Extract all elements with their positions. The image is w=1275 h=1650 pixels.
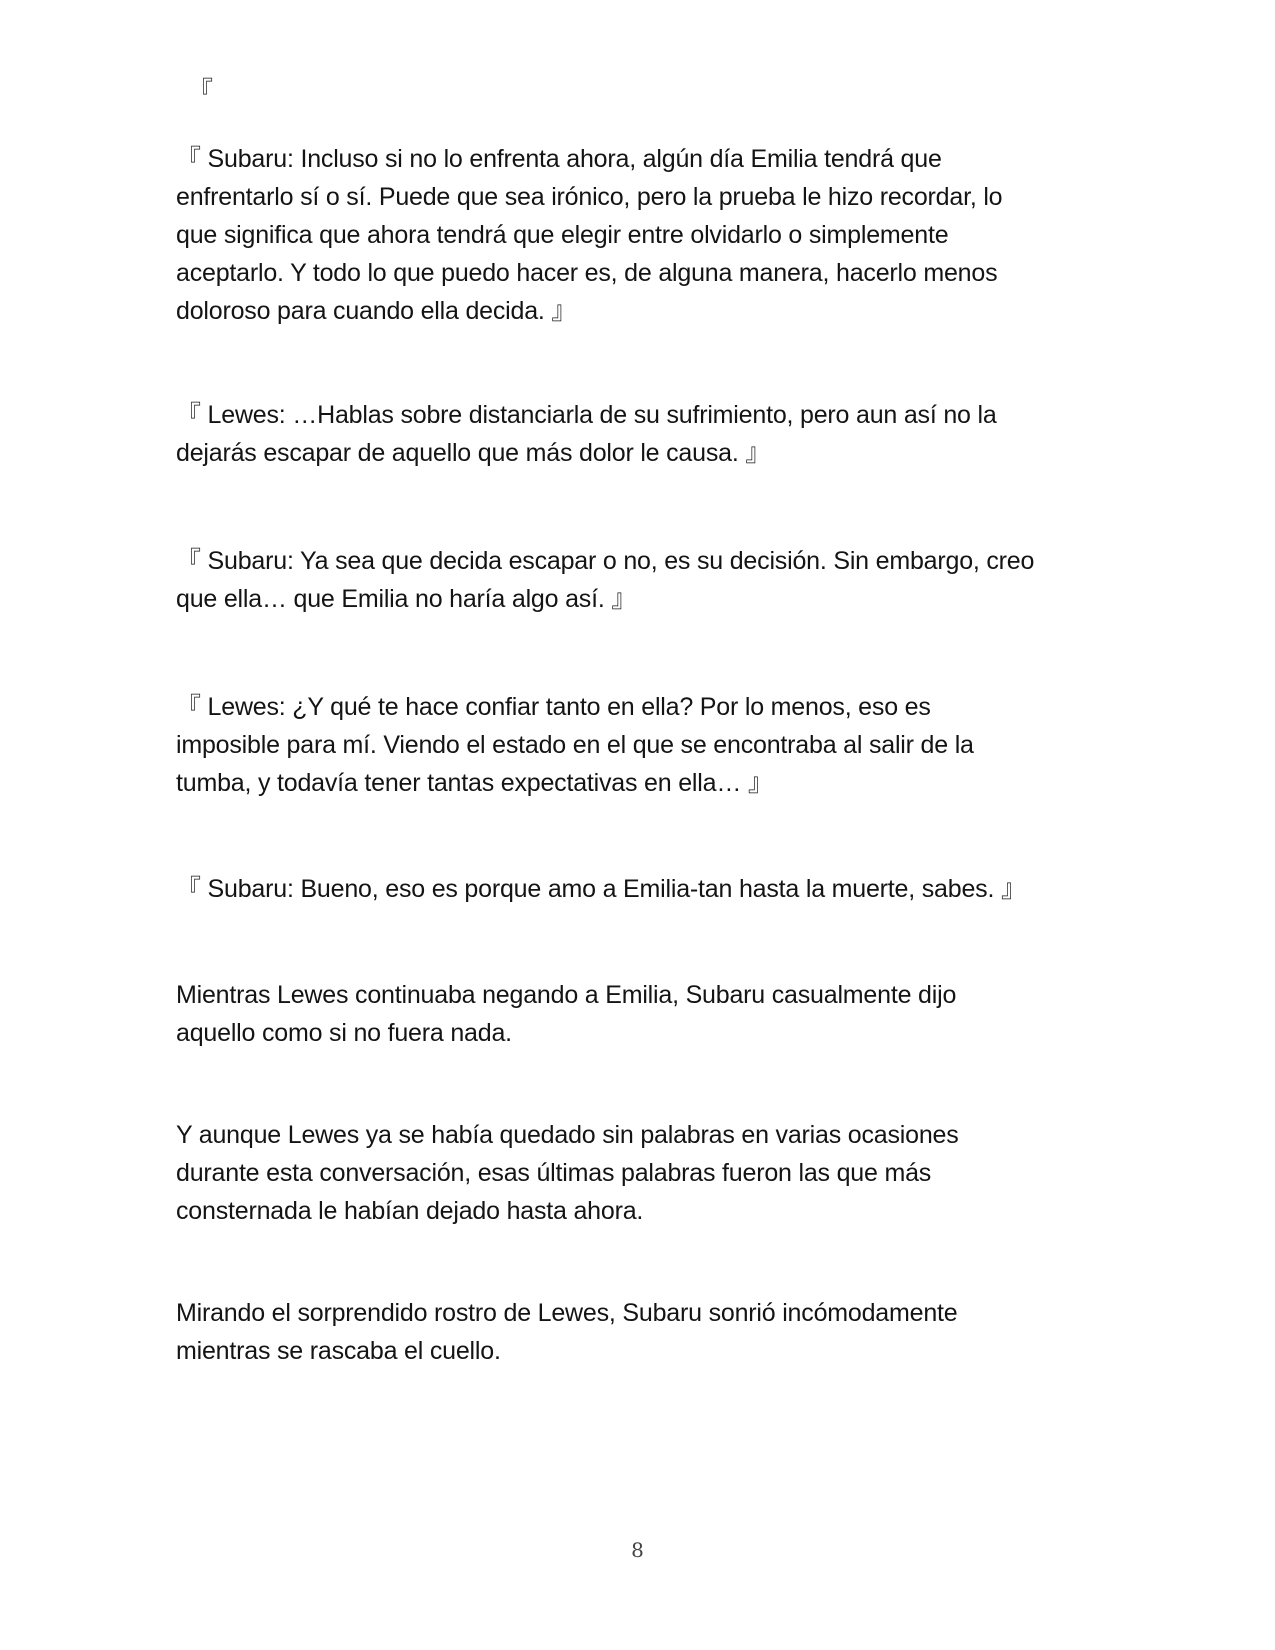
page-number: 8 (631, 1538, 644, 1562)
dialogue-subaru-1: 『 Subaru: Incluso si no lo enfrenta ahora, algún día Emilia tendrá que enfrentarlo sí o sí. Puede que sea irónico, pero la prueba le hizo recordar, lo que significa que ahora tendrá que elegir entre olvidarlo o simplemente aceptarlo. Y todo lo que puedo hacer es, de alguna manera, hacerlo menos doloroso para cuando ella decida. 』 (176, 145, 1003, 325)
dialogue-subaru-3: 『 Subaru: Bueno, eso es porque amo a Emilia-tan hasta la muerte, sabes. 』 (176, 875, 1026, 903)
dialogue-lewes-1: 『 Lewes: …Hablas sobre distanciarla de su sufrimiento, pero aun así no la dejarás escapar de aquello que más dolor le causa. 』 (176, 401, 997, 467)
narration-paragraph-1: Mientras Lewes continuaba negando a Emilia, Subaru casualmente dijo aquello como si no fuera nada. (176, 981, 957, 1047)
opening-bracket: 『 (188, 77, 214, 105)
narration-paragraph-3: Mirando el sorprendido rostro de Lewes, Subaru sonrió incómodamente mientras se rascaba el cuello. (176, 1299, 958, 1365)
narration-paragraph-2: Y aunque Lewes ya se había quedado sin palabras en varias ocasiones durante esta conversación, esas últimas palabras fueron las que más consternada le habían dejado hasta ahora. (176, 1121, 959, 1225)
dialogue-subaru-2: 『 Subaru: Ya sea que decida escapar o no, es su decisión. Sin embargo, creo que ella… que Emilia no haría algo así. 』 (176, 547, 1035, 613)
dialogue-lewes-2: 『 Lewes: ¿Y qué te hace confiar tanto en ella? Por lo menos, eso es imposible para mí. Viendo el estado en el que se encontraba al salir de la tumba, y todavía tener tantas expectativas en ella… 』 (176, 693, 974, 797)
